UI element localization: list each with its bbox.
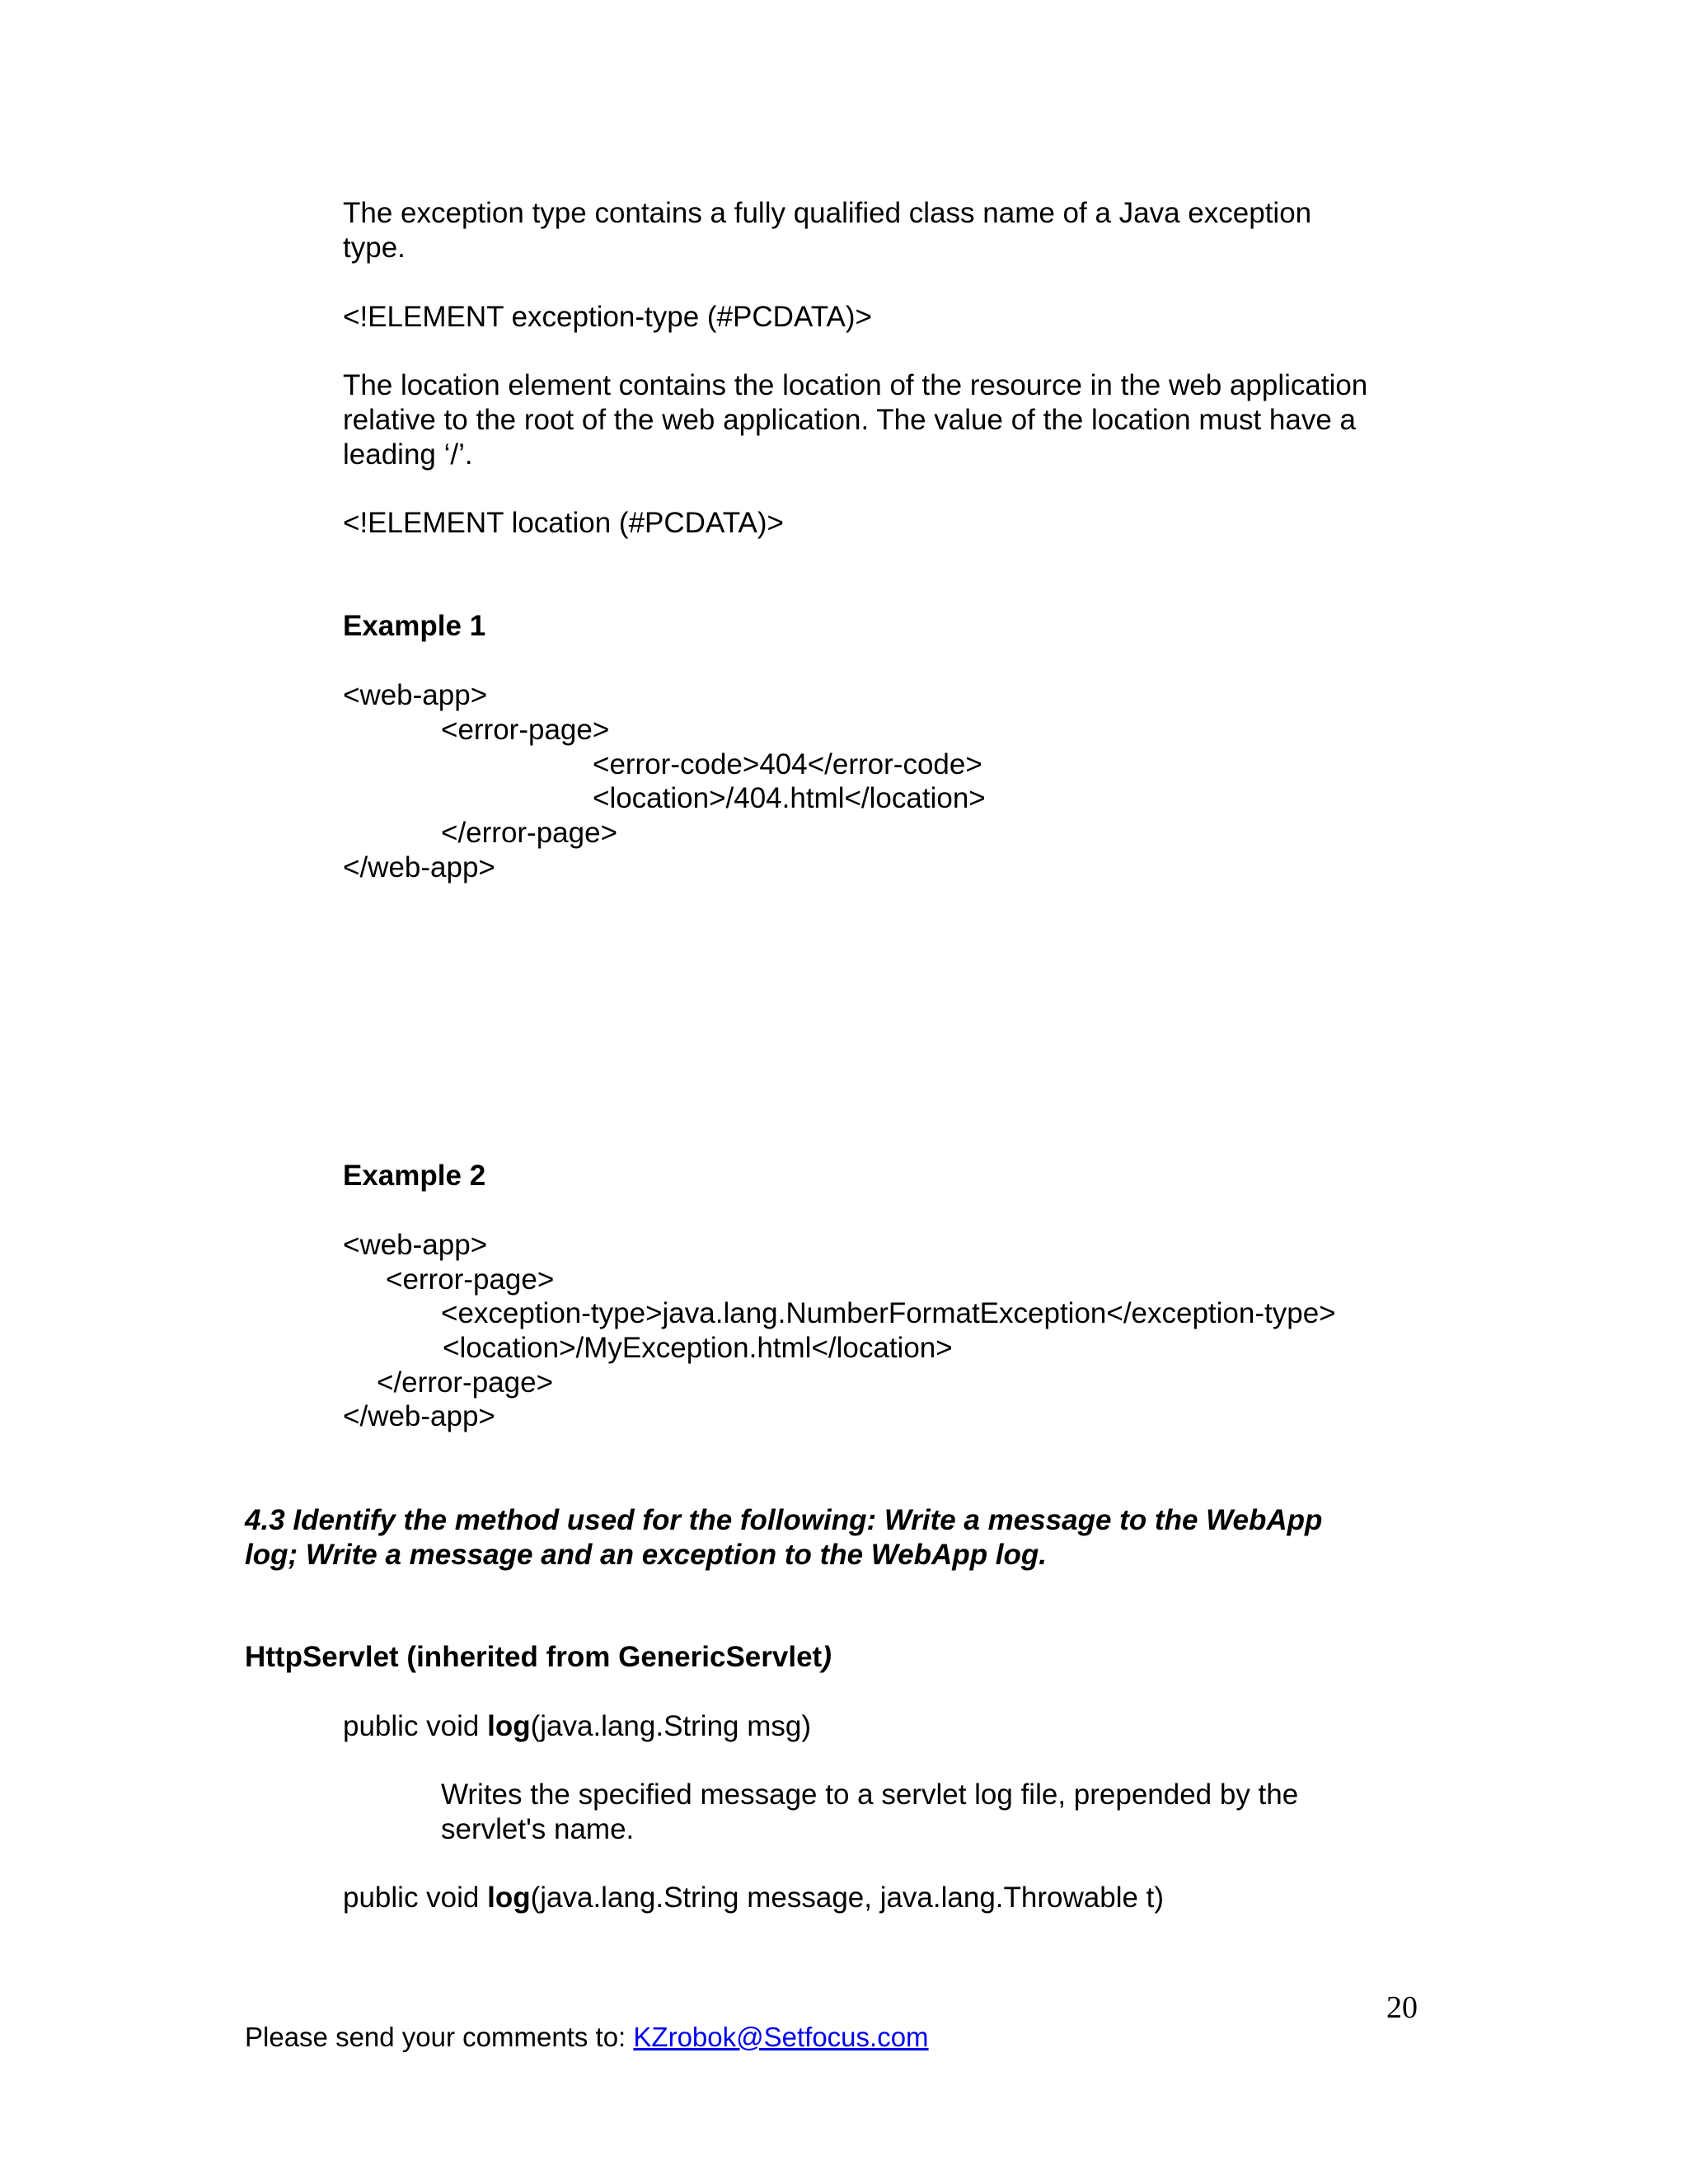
- method-name: log: [487, 1710, 531, 1742]
- code-line: <location>/MyException.html</location>: [443, 1332, 953, 1364]
- code-line: <error-code>404</error-code>: [593, 748, 982, 780]
- code-line: <error-page>: [386, 1263, 555, 1296]
- exception-type-element: <!ELEMENT exception-type (#PCDATA)>: [343, 301, 872, 333]
- footer-email-link[interactable]: KZrobok@Setfocus.com: [633, 2022, 929, 2052]
- method-params: (java.lang.String message, java.lang.Throwable t): [530, 1882, 1165, 1914]
- method-signature: [343, 1881, 1164, 1915]
- paragraph-line: type.: [343, 232, 406, 264]
- footer: [245, 2021, 929, 2054]
- code-line: </error-page>: [377, 1366, 554, 1399]
- code-line: <error-page>: [441, 714, 610, 746]
- paragraph-line: relative to the root of the web application. The value of the location must have a: [343, 404, 1356, 436]
- code-line: <exception-type>java.lang.NumberFormatException</exception-type>: [441, 1297, 1336, 1329]
- method-signature: [343, 1709, 811, 1744]
- method-prefix: public void: [343, 1882, 488, 1914]
- method-name: log: [487, 1882, 531, 1914]
- code-line: <location>/404.html</location>: [593, 782, 986, 814]
- method-prefix: public void: [343, 1710, 488, 1742]
- footer-text: Please send your comments to:: [245, 2022, 634, 2052]
- code-line: </web-app>: [343, 1400, 495, 1432]
- class-heading-text: HttpServlet (inherited from GenericServlet: [245, 1641, 823, 1673]
- code-line: </web-app>: [343, 851, 495, 883]
- section-heading-line: 4.3 Identify the method used for the following: Write a message to the WebApp: [245, 1504, 1323, 1536]
- class-heading: [245, 1640, 832, 1675]
- class-heading-close: ): [822, 1641, 832, 1673]
- example-1-heading: Example 1: [343, 610, 486, 642]
- example-2-heading: Example 2: [343, 1160, 486, 1192]
- paragraph-line: leading ‘/’.: [343, 438, 473, 471]
- paragraph-line: The exception type contains a fully qualified class name of a Java exception: [343, 197, 1312, 229]
- code-line: <web-app>: [343, 679, 488, 711]
- paragraph-line: Writes the specified message to a servlet log file, prepended by the: [441, 1779, 1299, 1811]
- paragraph-line: servlet's name.: [441, 1813, 635, 1845]
- section-heading-line: log; Write a message and an exception to the WebApp log.: [245, 1539, 1048, 1571]
- code-line: <web-app>: [343, 1229, 488, 1261]
- location-element: <!ELEMENT location (#PCDATA)>: [343, 507, 784, 539]
- method-params: (java.lang.String msg): [530, 1710, 812, 1742]
- paragraph-line: The location element contains the location of the resource in the web application: [343, 369, 1368, 401]
- page-number: 20: [1386, 1990, 1418, 2025]
- code-line: </error-page>: [441, 817, 618, 849]
